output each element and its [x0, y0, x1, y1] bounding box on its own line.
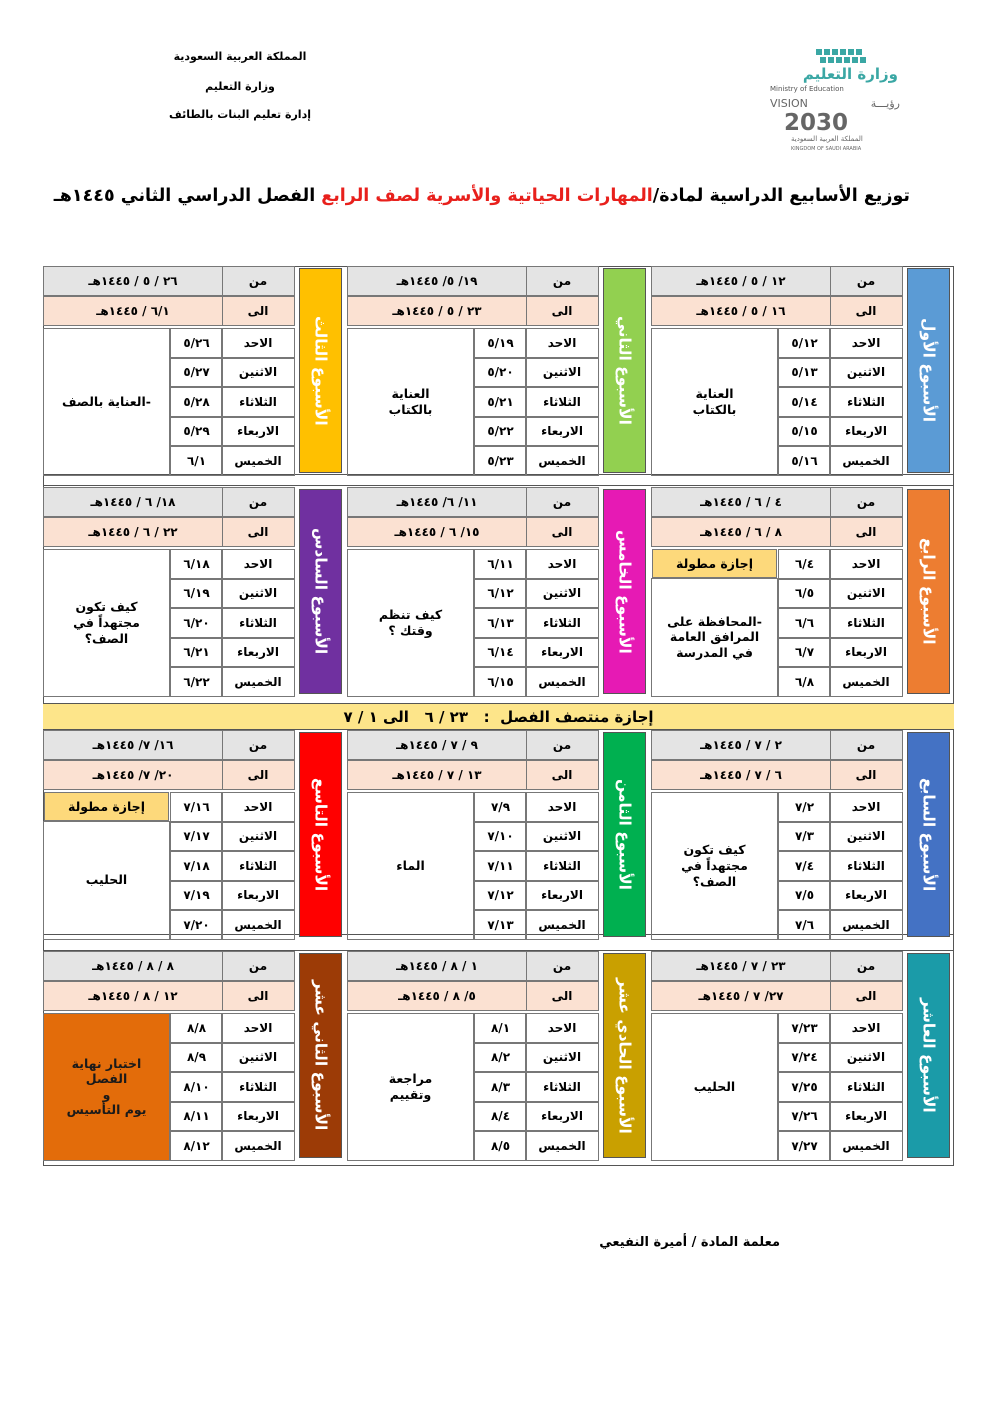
week-label	[907, 489, 950, 694]
week-label	[299, 268, 342, 473]
day-date: ٨/٢	[474, 1043, 527, 1073]
to-date: ٢٣ / ٥ / ١٤٤٥هـ	[347, 296, 527, 326]
day-name: الاربعاء	[221, 881, 295, 911]
day-name: الثلاثاء	[525, 387, 599, 417]
day-name: الخميس	[221, 667, 295, 697]
day-date: ٨/١٠	[170, 1072, 223, 1102]
day-name: الاثنين	[525, 579, 599, 609]
day-date: ٥/٢٩	[170, 417, 223, 447]
day-date: ٧/٢	[778, 792, 831, 822]
week-name: الأسبوع الثاني عشر	[311, 980, 330, 1131]
to-date: ٥/ ٨ / ١٤٤٥هـ	[347, 981, 527, 1011]
week-block	[347, 266, 650, 478]
day-name: الاربعاء	[221, 1102, 295, 1132]
day-name: الخميس	[829, 1131, 903, 1161]
week-label	[907, 732, 950, 937]
title-part-1: توزيع الأسابيع الدراسية لمادة/	[652, 186, 910, 206]
week-label	[907, 268, 950, 473]
week-name: الأسبوع السادس	[311, 528, 330, 655]
week-block	[43, 951, 346, 1163]
day-date: ٧/١١	[474, 851, 527, 881]
from-label: من	[221, 951, 295, 981]
day-name: الثلاثاء	[829, 608, 903, 638]
week-name: الأسبوع الثالث	[311, 315, 330, 426]
day-name: الاثنين	[829, 822, 903, 852]
from-date: ١٩/ ٥/ ١٤٤٥هـ	[347, 266, 527, 296]
lesson-line: اختبار نهاية	[71, 1055, 142, 1071]
day-name: الخميس	[221, 446, 295, 476]
lesson-line: الحليب	[693, 1078, 736, 1094]
to-date: ١٥/ ٦ / ١٤٤٥هـ	[347, 517, 527, 547]
lesson-line: الفصل	[85, 1071, 128, 1087]
to-label: الى	[221, 981, 295, 1011]
from-label: من	[525, 487, 599, 517]
from-label: من	[525, 951, 599, 981]
week-block	[651, 951, 954, 1163]
to-date: ٦ / ٧ / ١٤٤٥هـ	[651, 760, 831, 790]
day-date: ٥/٢٨	[170, 387, 223, 417]
day-name: الاثنين	[829, 358, 903, 388]
from-label: من	[221, 487, 295, 517]
week-label	[603, 489, 646, 694]
teacher-signature: معلمة المادة / أميرة النفيعي	[599, 1235, 780, 1250]
from-label: من	[829, 266, 903, 296]
lesson-line: كيف تكون	[75, 599, 138, 615]
to-date: ١٢ / ٨ / ١٤٤٥هـ	[43, 981, 223, 1011]
week-block	[651, 487, 954, 699]
week-name: الأسبوع الثامن	[615, 779, 634, 890]
week-block	[43, 266, 346, 478]
day-date: ٧/١٨	[170, 851, 223, 881]
ministry-logo	[758, 45, 908, 160]
day-name: الثلاثاء	[525, 851, 599, 881]
logo-ministry-en: Ministry of Education	[770, 85, 844, 93]
day-name: الخميس	[525, 446, 599, 476]
lesson-line: بالكتاب	[692, 401, 737, 417]
day-date: ٨/٣	[474, 1072, 527, 1102]
day-name: الاربعاء	[525, 638, 599, 668]
day-name: الخميس	[829, 910, 903, 940]
day-date: ٦/١٤	[474, 638, 527, 668]
to-date: ٢٢ / ٦ / ١٤٤٥هـ	[43, 517, 223, 547]
lesson-topic	[651, 578, 778, 697]
to-label: الى	[829, 517, 903, 547]
from-date: ١٢ / ٥ / ١٤٤٥هـ	[651, 266, 831, 296]
to-date: ٢٠/ ٧/ ١٤٤٥هـ	[43, 760, 223, 790]
day-name: الخميس	[525, 667, 599, 697]
lesson-line: الماء	[396, 857, 425, 873]
lesson-line: الحليب	[85, 872, 128, 888]
lesson-line: مجتهداً في	[681, 857, 748, 873]
week-name: الأسبوع الخامس	[615, 529, 634, 654]
day-date: ٧/٢٥	[778, 1072, 831, 1102]
week-block	[43, 730, 346, 942]
from-date: ١٨/ ٦ / ١٤٤٥هـ	[43, 487, 223, 517]
logo-kingdom-en: KINGDOM OF SAUDI ARABIA	[791, 146, 862, 152]
day-date: ٥/١٤	[778, 387, 831, 417]
day-name: الاثنين	[525, 822, 599, 852]
logo-ministry-ar: وزارة التعليم	[802, 65, 898, 83]
day-date: ٧/٦	[778, 910, 831, 940]
day-name: الاربعاء	[221, 417, 295, 447]
day-date: ٦/١٢	[474, 579, 527, 609]
from-label: من	[525, 266, 599, 296]
day-name: الاحد	[829, 549, 903, 579]
day-date: ٧/٢٦	[778, 1102, 831, 1132]
week-label	[907, 953, 950, 1158]
week-block	[651, 266, 954, 478]
row-separator	[43, 485, 954, 486]
day-date: ٥/٢٢	[474, 417, 527, 447]
day-name: الاربعاء	[829, 638, 903, 668]
day-date: ٧/٢٤	[778, 1043, 831, 1073]
to-date: ١٦ / ٥ / ١٤٤٥هـ	[651, 296, 831, 326]
day-name: الخميس	[829, 667, 903, 697]
day-date: ٦/٢٠	[170, 608, 223, 638]
logo-vision-word: VISION	[770, 97, 808, 110]
lesson-line: الصف؟	[84, 630, 129, 646]
kingdom-name: المملكة العربية السعودية	[173, 50, 307, 63]
day-date: ٨/٤	[474, 1102, 527, 1132]
from-label: من	[221, 730, 295, 760]
day-date: ٦/١٥	[474, 667, 527, 697]
lesson-line: مراجعة	[388, 1071, 433, 1087]
from-label: من	[829, 730, 903, 760]
day-date: ٧/١٩	[170, 881, 223, 911]
day-date: ٦/٦	[778, 608, 831, 638]
day-date: ٧/١٦	[170, 792, 223, 822]
extended-holiday-badge: إجازة مطولة	[44, 792, 169, 821]
lesson-line: وقتك ؟	[388, 622, 433, 638]
lesson-line: وتقييم	[389, 1086, 432, 1102]
week-label	[603, 268, 646, 473]
day-date: ٦/٧	[778, 638, 831, 668]
to-label: الى	[525, 296, 599, 326]
to-label: الى	[829, 981, 903, 1011]
day-name: الخميس	[525, 910, 599, 940]
week-label	[603, 732, 646, 937]
from-date: ١١/ ٦/ ١٤٤٥هـ	[347, 487, 527, 517]
to-label: الى	[525, 760, 599, 790]
week-label	[299, 953, 342, 1158]
day-name: الاربعاء	[525, 881, 599, 911]
from-date: ٤ / ٦ / ١٤٤٥هـ	[651, 487, 831, 517]
week-name: الأسبوع الأول	[919, 318, 938, 423]
extended-holiday-badge: إجازة مطولة	[652, 549, 777, 578]
day-name: الاثنين	[525, 1043, 599, 1073]
from-date: ٨ / ٨ / ١٤٤٥هـ	[43, 951, 223, 981]
to-label: الى	[525, 517, 599, 547]
lesson-line: و	[102, 1086, 111, 1102]
day-date: ٦/١٣	[474, 608, 527, 638]
day-name: الاربعاء	[221, 638, 295, 668]
day-name: الخميس	[829, 446, 903, 476]
lesson-topic	[43, 821, 170, 940]
lesson-line: بالكتاب	[388, 401, 433, 417]
day-date: ٨/١٢	[170, 1131, 223, 1161]
week-block	[651, 730, 954, 942]
week-block	[43, 487, 346, 699]
lesson-line: كيف تنظم	[378, 607, 443, 623]
lesson-line: -العناية بالصف	[62, 393, 151, 409]
day-date: ٦/١٩	[170, 579, 223, 609]
day-name: الاثنين	[829, 579, 903, 609]
day-name: الاثنين	[525, 358, 599, 388]
logo-kingdom-ar: المملكة العربية السعودية	[791, 135, 863, 143]
day-name: الخميس	[221, 910, 295, 940]
logo-vision-ar: رؤيـــة	[870, 97, 900, 110]
day-date: ٨/١	[474, 1013, 527, 1043]
lesson-line: الصف؟	[692, 873, 737, 889]
day-date: ٧/٢٣	[778, 1013, 831, 1043]
from-label: من	[221, 266, 295, 296]
day-name: الخميس	[525, 1131, 599, 1161]
day-date: ٦/٢٢	[170, 667, 223, 697]
day-name: الثلاثاء	[829, 851, 903, 881]
to-label: الى	[525, 981, 599, 1011]
day-name: الاحد	[221, 1013, 295, 1043]
week-name: الأسبوع السابع	[919, 777, 938, 892]
from-date: ٢٣ / ٧ / ١٤٤٥هـ	[651, 951, 831, 981]
title-part-2: الفصل الدراسي الثاني ١٤٤٥هـ	[53, 186, 322, 206]
day-name: الثلاثاء	[221, 1072, 295, 1102]
day-name: الاثنين	[829, 1043, 903, 1073]
lesson-topic	[347, 328, 474, 476]
day-name: الاحد	[525, 1013, 599, 1043]
lesson-topic	[651, 328, 778, 476]
from-date: ١ / ٨ / ١٤٤٥هـ	[347, 951, 527, 981]
day-date: ٥/١٢	[778, 328, 831, 358]
day-date: ٧/٥	[778, 881, 831, 911]
lesson-line: العناية	[695, 386, 734, 402]
day-date: ٥/١٦	[778, 446, 831, 476]
title-subject: المهارات الحياتية والأسرية لصف الرابع	[321, 186, 653, 206]
day-date: ٧/٣	[778, 822, 831, 852]
day-date: ٧/٤	[778, 851, 831, 881]
from-date: ٢ / ٧ / ١٤٤٥هـ	[651, 730, 831, 760]
day-date: ٨/١١	[170, 1102, 223, 1132]
day-date: ٥/٢٠	[474, 358, 527, 388]
from-label: من	[525, 730, 599, 760]
day-name: الاحد	[829, 328, 903, 358]
lesson-topic	[43, 1013, 170, 1161]
day-date: ٧/٢٧	[778, 1131, 831, 1161]
day-name: الاحد	[525, 328, 599, 358]
day-date: ٦/١٨	[170, 549, 223, 579]
lesson-topic	[43, 549, 170, 697]
lesson-line: كيف تكون	[683, 842, 746, 858]
day-name: الاحد	[221, 328, 295, 358]
day-date: ٧/٢٠	[170, 910, 223, 940]
day-date: ٥/٢٧	[170, 358, 223, 388]
day-date: ٦/١	[170, 446, 223, 476]
day-name: الاربعاء	[525, 1102, 599, 1132]
to-label: الى	[221, 296, 295, 326]
to-label: الى	[829, 760, 903, 790]
day-date: ٥/٢٣	[474, 446, 527, 476]
day-date: ٥/٢١	[474, 387, 527, 417]
week-name: الأسبوع التاسع	[311, 777, 330, 892]
day-name: الاربعاء	[829, 1102, 903, 1132]
page-title	[40, 186, 910, 216]
day-name: الثلاثاء	[525, 608, 599, 638]
from-label: من	[829, 951, 903, 981]
day-date: ٧/١٧	[170, 822, 223, 852]
day-date: ٥/٢٦	[170, 328, 223, 358]
day-name: الاربعاء	[829, 881, 903, 911]
week-block	[347, 730, 650, 942]
lesson-topic	[347, 792, 474, 940]
day-date: ٧/١٠	[474, 822, 527, 852]
day-name: الثلاثاء	[829, 387, 903, 417]
day-name: الاحد	[525, 549, 599, 579]
day-date: ٦/٨	[778, 667, 831, 697]
day-name: الاثنين	[221, 358, 295, 388]
day-name: الثلاثاء	[221, 608, 295, 638]
lesson-line: مجتهداً في	[73, 614, 140, 630]
day-date: ٥/١٥	[778, 417, 831, 447]
lesson-topic	[347, 1013, 474, 1161]
day-name: الثلاثاء	[221, 387, 295, 417]
from-label: من	[829, 487, 903, 517]
week-name: الأسبوع العاشر	[919, 998, 938, 1113]
lesson-topic	[347, 549, 474, 697]
day-date: ٦/٢١	[170, 638, 223, 668]
week-name: الأسبوع الحادي عشر	[615, 977, 634, 1134]
from-date: ٢٦ / ٥ / ١٤٤٥هـ	[43, 266, 223, 296]
mid-semester-holiday-banner: إجازة منتصف الفصل : ٢٣ / ٦ الى ١ / ٧	[43, 703, 954, 730]
day-name: الاحد	[221, 549, 295, 579]
lesson-topic	[651, 1013, 778, 1161]
week-label	[299, 489, 342, 694]
from-date: ٩ / ٧ / ١٤٤٥هـ	[347, 730, 527, 760]
day-name: الاحد	[525, 792, 599, 822]
department-name: إدارة تعليم البنات بالطائف	[169, 108, 311, 121]
day-name: الثلاثاء	[525, 1072, 599, 1102]
day-name: الاحد	[221, 792, 295, 822]
to-date: ٨ / ٦ / ١٤٤٥هـ	[651, 517, 831, 547]
to-date: ٢٧/ ٧ / ١٤٤٥هـ	[651, 981, 831, 1011]
day-name: الاثنين	[221, 1043, 295, 1073]
ministry-name: وزارة التعليم	[205, 80, 275, 93]
day-date: ٥/١٣	[778, 358, 831, 388]
lesson-topic	[651, 792, 778, 940]
lesson-line: يوم التأسيس	[66, 1102, 147, 1118]
from-date: ١٦/ ٧/ ١٤٤٥هـ	[43, 730, 223, 760]
day-date: ٨/٥	[474, 1131, 527, 1161]
week-block	[347, 951, 650, 1163]
day-name: الاربعاء	[525, 417, 599, 447]
week-label	[299, 732, 342, 937]
day-date: ٦/٥	[778, 579, 831, 609]
day-name: الثلاثاء	[829, 1072, 903, 1102]
day-date: ٨/٩	[170, 1043, 223, 1073]
lesson-line: -المحافظة على	[667, 613, 762, 629]
day-date: ٦/١١	[474, 549, 527, 579]
lesson-line: في المدرسة	[676, 645, 753, 661]
day-date: ٥/١٩	[474, 328, 527, 358]
day-name: الخميس	[221, 1131, 295, 1161]
week-label	[603, 953, 646, 1158]
day-date: ٧/١٣	[474, 910, 527, 940]
week-name: الأسبوع الرابع	[919, 538, 938, 645]
day-name: الاثنين	[221, 579, 295, 609]
day-name: الاحد	[829, 792, 903, 822]
to-label: الى	[829, 296, 903, 326]
week-name: الأسبوع الثاني	[615, 316, 634, 425]
week-block	[347, 487, 650, 699]
lesson-line: المرافق العامة	[669, 629, 760, 645]
to-label: الى	[221, 517, 295, 547]
to-date: ٦/١ / ١٤٤٥هـ	[43, 296, 223, 326]
day-name: الثلاثاء	[221, 851, 295, 881]
day-date: ٧/١٢	[474, 881, 527, 911]
day-name: الاحد	[829, 1013, 903, 1043]
day-name: الاربعاء	[829, 417, 903, 447]
day-name: الاثنين	[221, 822, 295, 852]
day-date: ٦/٤	[778, 549, 831, 579]
lesson-line: العناية	[391, 386, 430, 402]
day-date: ٨/٨	[170, 1013, 223, 1043]
to-date: ١٣ / ٧ / ١٤٤٥هـ	[347, 760, 527, 790]
day-date: ٧/٩	[474, 792, 527, 822]
to-label: الى	[221, 760, 295, 790]
lesson-topic	[43, 328, 170, 476]
logo-vision-year: 2030	[784, 110, 849, 136]
